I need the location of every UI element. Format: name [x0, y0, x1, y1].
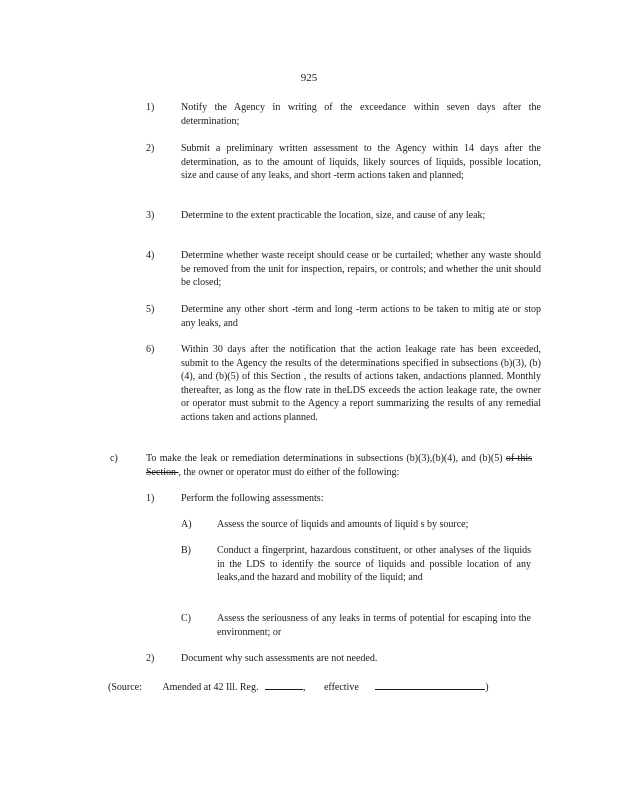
item-text: Notify the Agency in writing of the exceedance within seven days after the determination; — [181, 102, 541, 127]
item-text: Document why such assessments are not needed. — [181, 653, 378, 664]
section-label: c) — [110, 453, 118, 464]
item-label: B) — [181, 545, 191, 556]
source-amended: Amended at 42 Ill. Reg. — [162, 682, 259, 693]
item-text: Determine any other short -term and long -term actions to be taken to mitig ate or stop any leaks, and — [181, 304, 541, 329]
section-text-before: To make the leak or remediation determinations in subsections (b)(3),(b)(4), and (b)(5) — [146, 453, 506, 464]
source-close: ) — [485, 682, 489, 693]
item-label: 2) — [146, 653, 155, 664]
section-text — [146, 452, 532, 479]
item-text: Assess the seriousness of any leaks in terms of potential for escaping into the environment; or — [217, 613, 531, 638]
struck-text: of this Section — [146, 453, 532, 478]
item-text: Determine whether waste receipt should cease or be curtailed; whether any waste should be removed from the unit for inspection, repairs, or controls; and whether the unit should be closed; — [181, 250, 541, 288]
item-label: A) — [181, 519, 192, 530]
source-effective: effective — [323, 682, 359, 693]
item-label: 2) — [146, 143, 155, 154]
item-text: Assess the source of liquids and amounts of liquid s by source; — [217, 519, 469, 530]
item-label: 1) — [146, 493, 155, 504]
source-note — [108, 679, 489, 693]
item-text: Perform the following assessments: — [181, 493, 324, 504]
item-label: 3) — [146, 210, 155, 221]
page-number: 925 — [300, 72, 318, 84]
item-label: C) — [181, 613, 191, 624]
item-label: 5) — [146, 304, 155, 315]
item-label: 4) — [146, 250, 155, 261]
section-text-after: , the owner or operator must do either of the following: — [178, 466, 400, 478]
item-label: 6) — [146, 344, 155, 355]
item-text: Determine to the extent practicable the location, size, and cause of any leak; — [181, 210, 486, 221]
item-text: Within 30 days after the notification that the action leakage rate has been exceeded, submit to the Agency the results of the determinations specified in subsections (b)(3), (b)(4), and (b)(5) of this Section , the results of actions taken, andactions planned. Monthly thereafter, as long as the flow rate in theLDS exceeds the action leakage rate, the owner or operator must submit to the Agency a report summarizing the results of any remedial actions taken and actions planned. — [181, 344, 541, 423]
item-text: Submit a preliminary written assessment to the Agency within 14 days after the determination, as to the amount of liquids, likely sources of liquids, possible location, size and cause of any leaks, and short -term actions taken and planned; — [181, 143, 541, 181]
source-comma: , — [302, 682, 306, 693]
effective-date-blank — [375, 679, 485, 690]
register-blank — [265, 679, 303, 690]
item-label: 1) — [146, 102, 155, 113]
item-text: Conduct a fingerprint, hazardous constituent, or other analyses of the liquids in the LDS to identify the source of liquids and possible location of any leaks,and the hazard and mobility of the liquid; and — [217, 545, 531, 583]
source-open: (Source: — [108, 682, 142, 693]
